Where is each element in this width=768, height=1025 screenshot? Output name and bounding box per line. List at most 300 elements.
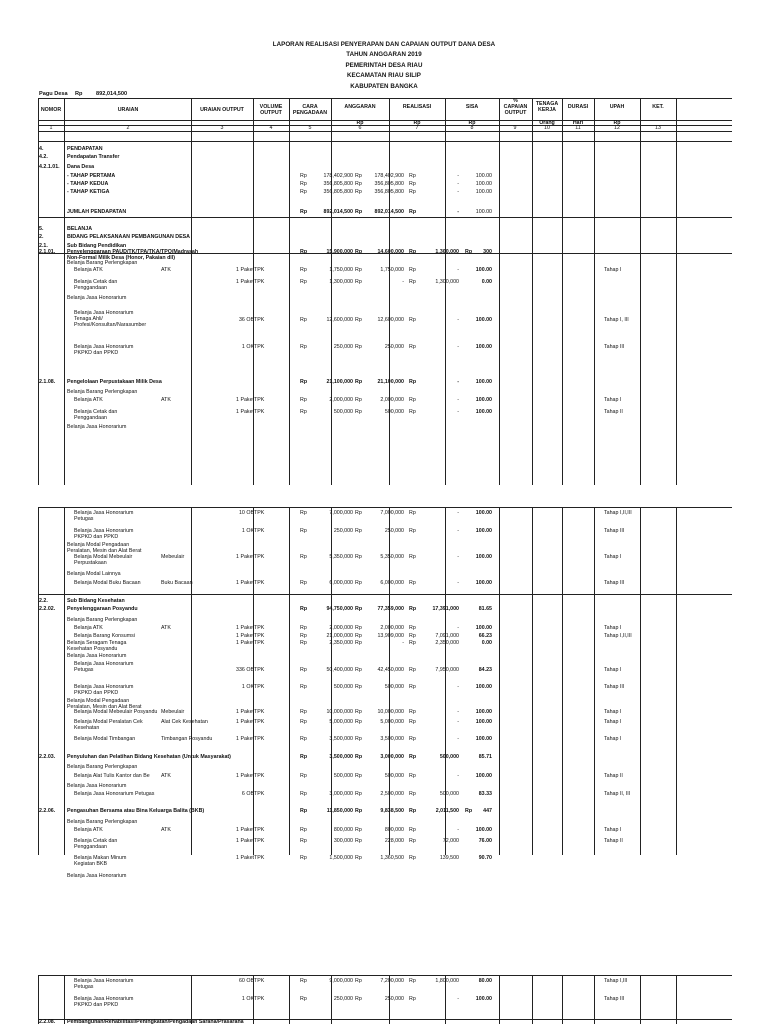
pagu-label: Pagu Desa [39,91,68,97]
ket-cell: Tahap I [604,554,622,560]
ket-cell: Tahap I [604,719,622,725]
volume-cell: 1 OK [241,528,254,534]
rp1-cell: Rp [300,181,307,187]
capaian-cell: 84.23 [478,667,492,673]
cara-cell: TPK [254,528,265,534]
rp3-cell: Rp [409,827,416,833]
table-column-rule [594,507,595,855]
table-column-rule [253,131,254,485]
rp4-cell: Rp [465,249,473,255]
realisasi-cell: 500,000 [384,409,404,415]
rp1-cell: Rp [300,580,307,586]
capaian-cell: 100.00 [475,719,492,725]
rp1-cell: Rp [300,791,307,797]
column-number: 2 [126,125,130,131]
realisasi-cell: 356,805,800 [374,181,404,187]
anggaran-cell: 178,402,900 [323,173,353,179]
rp3-cell: Rp [409,667,416,673]
capaian-cell: 100.00 [475,189,492,195]
table-column-rule [562,507,563,855]
rp1-cell: Rp [300,754,308,760]
volume-cell: 1 OK [241,684,254,690]
rp3-cell: Rp [409,267,416,273]
rp2-cell: Rp [355,379,363,385]
anggaran-cell: 500,000 [333,409,353,415]
volume-cell: 1 Paket [236,719,254,725]
rp2-cell: Rp [355,189,362,195]
table-column-rule [289,507,290,855]
anggaran-cell: 1,750,000 [329,267,353,273]
realisasi-cell: 1,750,000 [380,267,404,273]
realisasi-cell: 6,000,000 [380,580,404,586]
table-column-rule [594,975,595,1024]
realisasi-cell: 12,600,000 [377,317,404,323]
table-column-rule [38,131,39,485]
ket-cell: Tahap II [604,838,623,844]
rp1-cell: Rp [300,554,307,560]
column-number: 11 [575,125,581,131]
ket-cell: Tahap I, III [604,317,629,323]
capaian-cell: 0.00 [481,279,492,285]
rp2-cell: Rp [355,317,362,323]
column-number: 3 [220,125,224,131]
nomor-cell: 4. [39,146,44,152]
volume-cell: 60 OB [238,978,254,984]
pagu-currency: Rp [75,91,83,97]
rp1-cell: Rp [300,625,307,631]
uraian0-cell: Belanja Barang Perlengkapan [67,819,138,825]
nomor-cell: 2.2.06. [39,808,56,814]
uraian-cell: Penyuluhan dan Pelatihan Bidang Kesehatan (Untuk Masyarakat) [67,754,231,760]
capaian-cell: 100.00 [475,510,492,516]
rp2-cell: Rp [355,838,362,844]
cara-cell: TPK [254,625,265,631]
ket-cell: Tahap III [604,684,625,690]
table-column-rule [676,131,677,485]
sisa-cell: - [457,181,459,187]
anggaran-cell: 5,350,000 [329,554,353,560]
rp3-cell: Rp [409,625,416,631]
output-cell: ATK [161,773,171,779]
uraian0-cell: Belanja Seragam Tenaga Kesehatan Posyandu [67,640,127,652]
header-column-rule [253,98,254,132]
capaian-cell: 100.00 [475,773,492,779]
anggaran-cell: 500,000 [333,773,353,779]
unit-hari: Hari [572,120,584,126]
ket-cell: Tahap I [604,397,622,403]
header-column-rule [445,98,446,132]
rp2-cell: Rp [355,808,363,814]
realisasi-cell: 10,000,000 [377,709,404,715]
uraian1-cell: Belanja Barang Konsumsi [74,633,135,639]
rp3-cell: Rp [409,978,416,984]
rp2-cell: Rp [355,267,362,273]
ket-cell: Tahap I,II,III [604,633,632,639]
ket-cell: Tahap I [604,625,622,631]
rp3-cell: Rp [409,855,416,861]
rp1-cell: Rp [300,996,307,1002]
uraian-cell: Sub Bidang Pendidikan [67,243,127,249]
realisasi-cell: 250,000 [384,996,404,1002]
rp2-cell: Rp [355,344,362,350]
ket-cell: Tahap I [604,736,622,742]
rp3-cell: Rp [409,709,416,715]
rp3-cell: Rp [409,181,416,187]
uraian-cell: Pengasuhan Bersama atau Bina Keluarga Balita (BKB) [67,808,205,814]
anggaran-cell: 12,600,000 [326,317,353,323]
rp3-cell: Rp [409,754,417,760]
uraian1-cell: Belanja Cetak dan Penggandaan [74,838,118,850]
sisa-cell: 2,011,500 [435,808,459,814]
table-column-rule [640,507,641,855]
capaian-cell: 100.00 [475,344,492,350]
rp1-cell: Rp [300,344,307,350]
anggaran-cell: 11,850,000 [326,808,353,814]
realisasi-cell: 14,600,000 [377,249,404,255]
cara-cell: TPK [254,344,265,350]
ket-cell: Tahap III [604,528,625,534]
header-column-rule [532,98,533,132]
rp1-cell: Rp [300,606,308,612]
rp2-cell: Rp [355,773,362,779]
column-number: 13 [655,125,661,131]
row-rule [38,975,732,976]
table-column-rule [191,131,192,485]
rp3-cell: Rp [409,606,417,612]
volume-cell: 1 Paket [236,409,254,415]
row-rule [38,217,732,218]
realisasi-cell: 3,000,000 [380,754,404,760]
rp3-cell: Rp [409,773,416,779]
capaian-cell: 80.00 [478,978,492,984]
sisa-cell: - [457,580,459,586]
ket-cell: Tahap III [604,344,625,350]
table-column-rule [640,131,641,485]
cara-cell: TPK [254,510,265,516]
uraian1-cell: Belanja Modal Timbangan [74,736,136,742]
nomor-cell: 2.2.03. [39,754,56,760]
anggaran-cell: 356,805,800 [323,181,353,187]
anggaran-cell: 3,500,000 [329,754,353,760]
rp3-cell: Rp [409,528,416,534]
header-ket: KET. [652,104,664,110]
uraian1-cell: Belanja Alat Tulis Kantor dan Be [74,773,150,779]
cara-cell: TPK [254,317,265,323]
rp3-cell: Rp [409,808,417,814]
volume-cell: 1 Paket [236,554,254,560]
rp3-cell: Rp [409,791,416,797]
nomor-cell: 2.2.02. [39,606,56,612]
anggaran-cell: 892,014,500 [323,209,353,215]
uraian1-cell: Belanja Modal Buku Bacaan [74,580,141,586]
uraian1-cell: Belanja Jasa Honorarium PKPKD dan PPKD [74,344,134,356]
table-column-rule [38,975,39,1024]
realisasi-cell: 800,000 [384,827,404,833]
capaian-cell: 100.00 [475,827,492,833]
rp1-cell: Rp [300,827,307,833]
anggaran-cell: 6,000,000 [329,580,353,586]
row-rule [38,507,732,508]
table-page-3 [38,975,732,1024]
rp2-cell: Rp [355,173,362,179]
capaian-cell: 100.00 [475,996,492,1002]
header-column-rule [594,98,595,132]
table-column-rule [289,975,290,1024]
rp2-cell: Rp [355,855,362,861]
sisa-cell: - [457,173,459,179]
uraian-cell: Pembangunan/Rehabilitasi/Peningkatan/Pengadaan Sarana/Prasarana [67,1019,244,1025]
rp2-cell: Rp [355,633,362,639]
table-column-rule [640,975,641,1024]
header-column-rule [289,98,290,132]
cara-cell: TPK [254,397,265,403]
rp2-cell: Rp [355,606,363,612]
uraian-cell: Pengelolaan Perpustakaan Milik Desa [67,379,162,385]
rp2-cell: Rp [355,709,362,715]
volume-cell: 1 Paket [236,773,254,779]
header-column-rule [191,98,192,132]
uraian0-cell: Belanja Modal Pengadaan Peralatan, Mesin dan Alat Berat [67,542,142,554]
cara-cell: TPK [254,736,265,742]
capaian-cell: 100.00 [475,684,492,690]
table-column-rule [289,131,290,485]
uraian1-cell: Belanja Jasa Honorarium PKPKD dan PPKD [74,528,134,540]
realisasi-cell: 250,000 [384,344,404,350]
sisa-cell: 500,000 [439,791,459,797]
anggaran-cell: 50,400,000 [326,667,353,673]
realisasi-cell: 1,360,500 [380,855,404,861]
column-number: 9 [513,125,517,131]
ket-cell: Tahap II, III [604,791,631,797]
volume-cell: 1 Paket [236,736,254,742]
ket-cell: Tahap II [604,409,623,415]
report-title: LAPORAN REALISASI PENYERAPAN DAN CAPAIAN OUTPUT DANA DESA [272,41,496,48]
cara-cell: TPK [254,791,265,797]
capaian-cell: 83.33 [478,791,492,797]
table-column-rule [562,975,563,1024]
anggaran-cell: 21,000,000 [326,633,353,639]
uraian-cell: JUMLAH PENDAPATAN [67,209,127,215]
capaian-cell: 100.00 [475,181,492,187]
capaian-cell: 100.00 [475,317,492,323]
uraian-cell: BIDANG PELAKSANAAN PEMBANGUNAN DESA [67,234,191,240]
rp2-cell: Rp [355,827,362,833]
sisa-cell: 7,950,000 [435,667,459,673]
rp2-cell: Rp [355,409,362,415]
output-cell: Mebeulair [161,709,185,715]
cara-cell: TPK [254,279,265,285]
rp2-cell: Rp [355,736,362,742]
capaian-cell: 76.00 [478,838,492,844]
report-village: PEMERINTAH DESA RIAU [345,61,423,69]
uraian1-cell: Belanja ATK [74,267,103,273]
nomor-cell: 2. [39,234,44,240]
anggaran-cell: 250,000 [333,996,353,1002]
header-column-rule [331,98,332,132]
cara-cell: TPK [254,827,265,833]
nomor-cell: 5. [39,226,44,232]
sisa-cell: - [457,736,459,742]
rp1-cell: Rp [300,684,307,690]
rp3-cell: Rp [409,510,416,516]
unit-upah: Rp [613,120,621,126]
rp2-cell: Rp [355,528,362,534]
rp3-cell: Rp [409,379,417,385]
realisasi-cell: 9,838,500 [380,808,404,814]
rp1-cell: Rp [300,709,307,715]
header-anggaran: ANGGARAN [344,104,376,110]
realisasi-cell: 5,000,000 [380,719,404,725]
rp1-cell: Rp [300,633,307,639]
ket-cell: Tahap I,III [604,978,628,984]
uraian1-cell: Belanja Jasa Honorarium Tenaga Ahli/ Profesi/Konsultan/Narasumber [74,310,147,328]
volume-cell: 36 OB [238,317,254,323]
uraian0-cell: Belanja Jasa Honorarium [67,783,127,789]
output-cell: Timbangan Posyandu [161,736,213,742]
uraian1-cell: Belanja Jasa Honorarium Petugas [74,661,134,673]
cara-cell: TPK [254,978,265,984]
sisa-cell: 7,091,000 [435,633,459,639]
capaian-cell: 90.70 [478,855,492,861]
cara-cell: TPK [254,267,265,273]
sisa-cell: - [457,379,459,385]
header-sisa: SISA [465,104,479,110]
rp2-cell: Rp [355,554,362,560]
uraian1-cell: Belanja ATK [74,827,103,833]
uraian1-cell: Belanja Jasa Honorarium Petugas [74,791,155,797]
header-realisasi: REALISASI [402,104,432,110]
sisa-cell: - [457,209,459,215]
ket-cell: Tahap II [604,773,623,779]
volume-cell: 1 Paket [236,625,254,631]
uraian0-cell: Belanja Jasa Honorarium [67,424,127,430]
row-rule [38,594,732,595]
rp2-cell: Rp [355,181,362,187]
sisa-cell: - [457,528,459,534]
rp2-cell: Rp [355,249,363,255]
uraian0-cell: Belanja Jasa Honorarium [67,653,127,659]
table-column-rule [499,507,500,855]
uraian-cell: Sub Bidang Kesehatan [67,598,125,604]
realisasi-cell: - [402,640,404,646]
capaian-cell: 0.00 [481,640,492,646]
pagu-amount: 892,014,500 [96,91,128,97]
rp1-cell: Rp [300,719,307,725]
rp3-cell: Rp [409,640,416,646]
table-page-1 [38,131,732,485]
cara-cell: TPK [254,667,265,673]
sisa-cell: - [457,773,459,779]
table-header [38,98,732,132]
capaian-cell: 85.71 [478,754,492,760]
report-year: TAHUN ANGGARAN 2019 [346,51,422,59]
cara-cell: TPK [254,684,265,690]
rp2-cell: Rp [355,580,362,586]
ket-cell: Tahap III [604,580,625,586]
rp1-cell: Rp [300,189,307,195]
sisa-cell: 1,300,000 [435,279,459,285]
rp3-cell: Rp [409,838,416,844]
header-upah: UPAH [609,104,625,110]
realisasi-cell: 228,000 [384,838,404,844]
rp2-cell: Rp [355,397,362,403]
rp3-cell: Rp [409,397,416,403]
rp3-cell: Rp [409,344,416,350]
rp3-cell: Rp [409,736,416,742]
sisa-cell: - [457,409,459,415]
realisasi-cell: 21,100,000 [377,379,404,385]
sisa-cell: - [457,625,459,631]
uraian1-cell: Belanja ATK [74,397,103,403]
realisasi-cell: 3,500,000 [380,736,404,742]
anggaran-cell: 250,000 [333,528,353,534]
sisa-cell: 2,350,000 [435,640,459,646]
rp1-cell: Rp [300,855,307,861]
uraian-cell: - TAHAP KEDUA [67,181,109,187]
uraian-cell: BELANJA [67,226,93,232]
uraian1-cell: Belanja Cetak dan Penggandaan [74,409,118,421]
report-district: KECAMATAN RIAU SILIP [347,72,421,80]
cara-cell: TPK [254,719,265,725]
cara-cell: TPK [254,580,265,586]
realisasi-cell: 77,359,000 [377,606,404,612]
volume-cell: 1 Paket [236,709,254,715]
anggaran-cell: 2,000,000 [329,397,353,403]
row-rule [38,141,732,142]
ket-cell: Tahap I,II,III [604,510,632,516]
table-column-rule [64,975,65,1024]
volume-cell: 1 Paket [236,279,254,285]
realisasi-cell: 500,000 [384,773,404,779]
sisa-cell: 500,000 [439,754,459,760]
rp1-cell: Rp [300,267,307,273]
uraian0-cell: Belanja Barang Perlengkapan [67,617,138,623]
column-number: 5 [308,125,312,131]
rp1-cell: Rp [300,640,307,646]
sisa-cell: - [457,709,459,715]
capaian-cell: 447 [483,808,492,814]
output-cell: ATK [161,827,171,833]
anggaran-cell: 800,000 [333,827,353,833]
uraian-cell: Penyelenggaraan PAUD/TK/TPA/TKA/TPQ/Madrasah Non-Formal Milik Desa (Honor, Pakaian dll) [67,249,199,261]
rp2-cell: Rp [355,978,362,984]
uraian-cell: - TAHAP PERTAMA [67,173,116,179]
rp3-cell: Rp [409,317,416,323]
sisa-cell: - [457,996,459,1002]
anggaran-cell: 3,500,000 [329,736,353,742]
sisa-cell: 1,800,000 [435,978,459,984]
rp1-cell: Rp [300,209,308,215]
capaian-cell: 81.65 [478,606,492,612]
capaian-cell: 100.00 [475,209,492,215]
rp3-cell: Rp [409,209,417,215]
anggaran-cell: 1,300,000 [329,279,353,285]
table-column-rule [499,131,500,485]
realisasi-cell: 7,000,000 [380,510,404,516]
rp2-cell: Rp [355,684,362,690]
uraian0-cell: Belanja Barang Perlengkapan [67,389,138,395]
cara-cell: TPK [254,838,265,844]
volume-cell: 1 Paket [236,640,254,646]
realisasi-cell: 178,402,900 [374,173,404,179]
rp1-cell: Rp [300,667,307,673]
table-column-rule [594,131,595,485]
rp3-cell: Rp [409,719,416,725]
header-column-rule [64,98,65,132]
anggaran-cell: 94,750,000 [326,606,353,612]
table-column-rule [532,507,533,855]
realisasi-cell: 7,200,000 [380,978,404,984]
